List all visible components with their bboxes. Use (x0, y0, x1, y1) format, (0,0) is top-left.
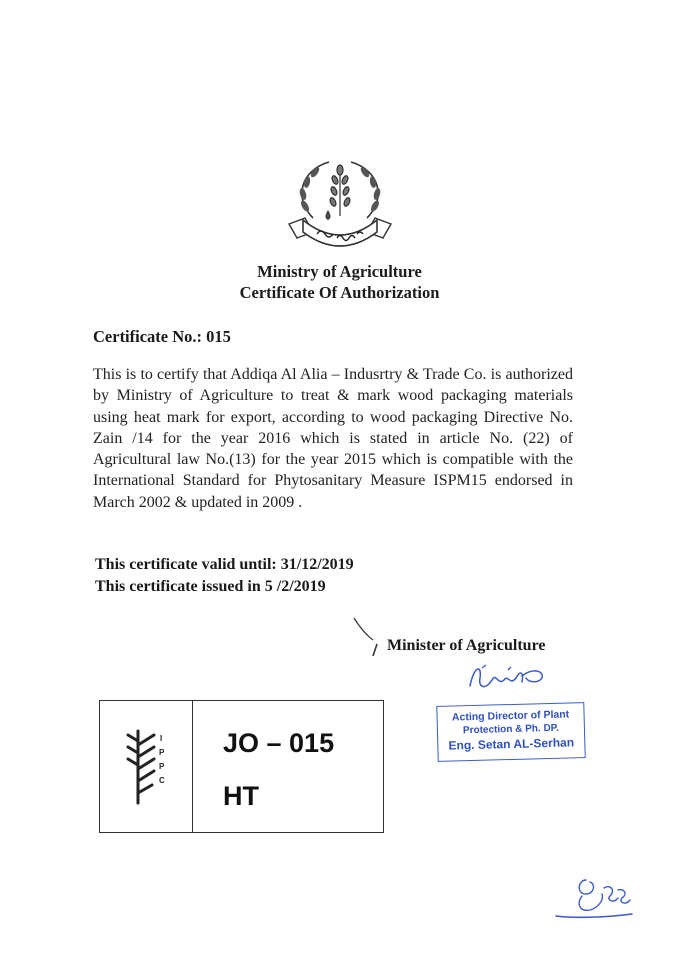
ippc-letter-c: C (159, 776, 165, 785)
stamp-line-2: Protection & Ph. DP. (462, 722, 560, 737)
country-producer-code: JO – 015 (223, 728, 335, 758)
official-stamp (436, 702, 585, 762)
certificate-number: Certificate No.: 015 (93, 327, 231, 346)
ippc-mark-box (99, 700, 384, 833)
stamp-line-3: Eng. Setan AL-Serhan (448, 735, 575, 753)
ippc-wheat-logo-icon (124, 725, 174, 809)
ministry-emblem-icon (283, 158, 397, 256)
ippc-divider (192, 701, 193, 832)
valid-until: This certificate valid until: 31/12/2019 (95, 556, 354, 573)
minister-title: Minister of Agriculture (387, 637, 546, 654)
signature-icon (462, 656, 552, 696)
certificate-title: Certificate Of Authorization (239, 283, 440, 302)
ippc-letter-i: I (160, 734, 163, 743)
stamp-line-1: Acting Director of Plant (451, 708, 570, 724)
pen-stroke-mark (351, 616, 381, 658)
treatment-code: HT (223, 781, 259, 811)
issued-date: This certificate issued in 5 /2/2019 (95, 578, 326, 595)
ippc-letter-p2: P (159, 762, 165, 771)
ministry-title: Ministry of Agriculture (257, 262, 422, 281)
certificate-body: This is to certify that Addiqa Al Alia – Indusrtry & Trade Co. is authorized by Ministry of Agriculture to treat & mark wood packaging materials using heat mark for export, according to wood packaging Directive No. Zain /14 for the year 2016 which is stated in article No. (22) of Agricultural law No.(13) for the year 2015 which is compatible with the International Standard for Phytosanitary Measure ISPM15 endorsed in March 2002 & updated in 2009 . (93, 366, 573, 511)
initials-signature-icon (552, 870, 638, 924)
ippc-letter-p1: P (159, 748, 165, 757)
